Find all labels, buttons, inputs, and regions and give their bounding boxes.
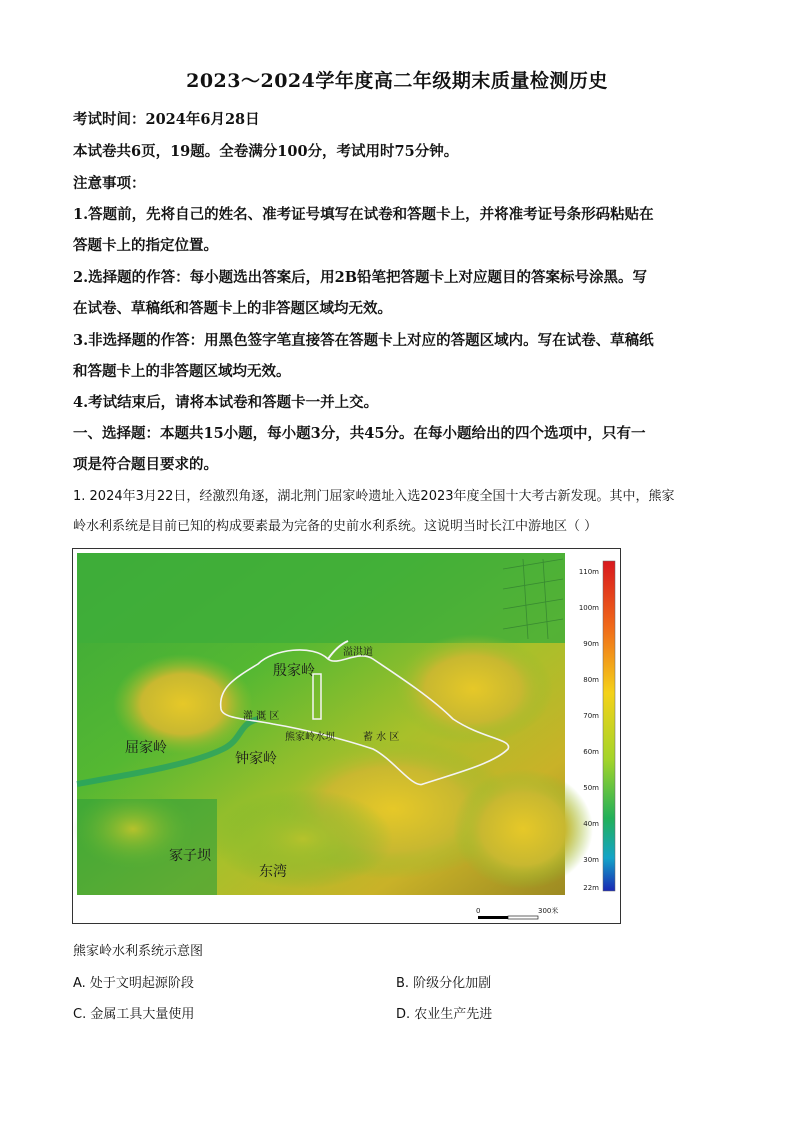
elevation-map <box>72 548 621 924</box>
map-label-irrigation: 灌 溉 区 <box>243 711 280 722</box>
map-label-dongwan: 东湾 <box>259 864 287 880</box>
scale-label: 300米 <box>538 907 559 915</box>
map-label-spillway: 溢洪道 <box>343 647 373 658</box>
section-heading: 一、选择题：本题共15小题，每小题3分，共45分。在每小题给出的四个选项中，只有一 <box>73 425 646 442</box>
legend-tick: 110m <box>578 568 599 576</box>
option-a: A. 处于文明起源阶段 <box>73 976 194 991</box>
map-caption: 熊家岭水利系统示意图 <box>73 944 204 959</box>
notice-line: 和答题卡上的非答题区域均无效。 <box>73 363 291 380</box>
notice-line: 3.非选择题的作答：用黑色签字笔直接答在答题卡上对应的答题区域内。写在试卷、草稿纸 <box>73 332 654 349</box>
legend-tick: 90m <box>583 640 599 648</box>
map-label-zhongjialing: 钟家岭 <box>235 751 277 767</box>
notice-line: 1.答题前，先将自己的姓名、准考证号填写在试卷和答题卡上，并将准考证号条形码粘贴在 <box>73 206 654 223</box>
legend-tick: 60m <box>583 748 599 756</box>
notice-line: 在试卷、草稿纸和答题卡上的非答题区域均无效。 <box>73 300 392 317</box>
section-heading: 项是符合题目要求的。 <box>73 456 218 473</box>
legend-tick: 80m <box>583 676 599 684</box>
question-stem: 岭水利系统是目前已知的构成要素最为完备的史前水利系统。这说明当时长江中游地区（ ） <box>73 519 598 534</box>
map-label-qujialing: 屈家岭 <box>125 740 167 756</box>
option-c: C. 金属工具大量使用 <box>73 1007 195 1022</box>
legend-tick: 22m <box>583 884 599 892</box>
map-label-yinjialing: 殷家岭 <box>273 663 315 679</box>
map-label-dam: 熊家岭水坝 <box>285 732 335 743</box>
notice-heading: 注意事项： <box>73 175 146 192</box>
map-label-zhongziba: 冢子坝 <box>169 848 211 864</box>
option-b: B. 阶级分化加剧 <box>396 976 492 991</box>
elevation-colorbar <box>603 561 615 891</box>
question-stem: 1. 2024年3月22日，经激烈角逐，湖北荆门屈家岭遗址入选2023年度全国十大考古新发现。其中，熊家 <box>73 489 675 504</box>
notice-line: 2.选择题的作答：每小题选出答案后，用2B铅笔把答题卡上对应题目的答案标号涂黑。写 <box>73 269 647 286</box>
legend-tick: 70m <box>583 712 599 720</box>
paper-info: 本试卷共6页，19题。全卷满分100分，考试用时75分钟。 <box>73 143 459 160</box>
map-label-reservoir: 蓄 水 区 <box>363 732 400 743</box>
page-title: 2023～2024学年度高二年级期末质量检测历史 <box>186 70 608 92</box>
notice-line: 4.考试结束后，请将本试卷和答题卡一并上交。 <box>73 394 379 411</box>
notice-line: 答题卡上的指定位置。 <box>73 237 218 254</box>
legend-tick: 100m <box>578 604 599 612</box>
scale-label: 0 <box>476 907 481 915</box>
option-d: D. 农业生产先进 <box>396 1007 493 1022</box>
scale-bar <box>476 906 558 919</box>
legend-tick: 50m <box>583 784 599 792</box>
legend-tick: 40m <box>583 820 599 828</box>
exam-time: 考试时间：2024年6月28日 <box>73 111 260 128</box>
legend-tick: 30m <box>583 856 599 864</box>
